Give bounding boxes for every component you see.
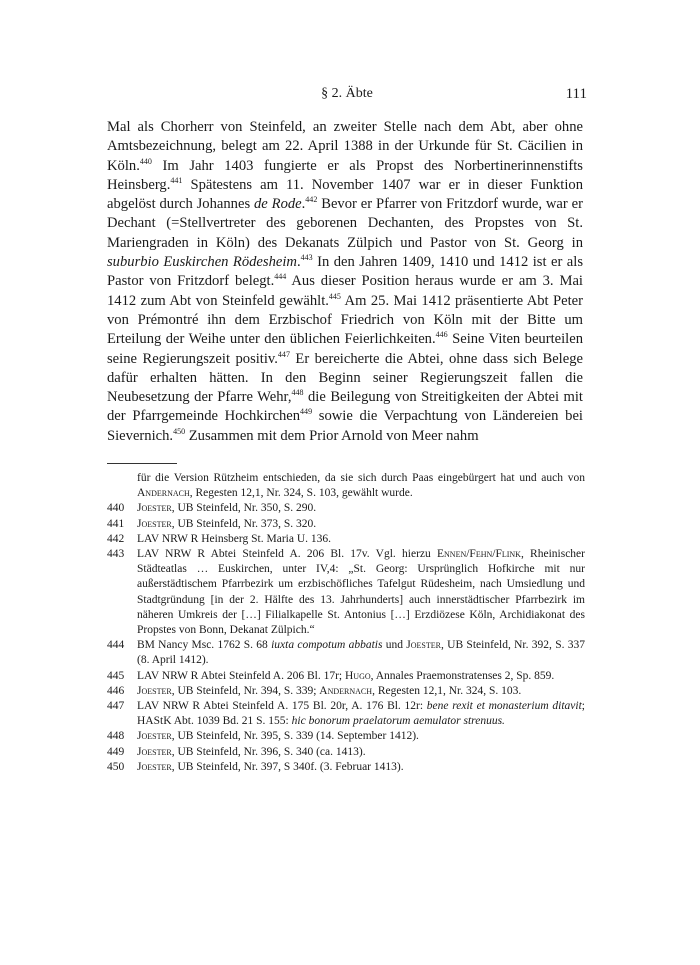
italic-place: suburbio Euskirchen Rödesheim [107, 254, 297, 271]
body-text-segment: Mal als Chorherr von Steinfeld, an zweiter Stelle nach dem Abt, aber ohne Amtsbezeichnung, belegt am 22. April 1388 in der Urkunde für St. Cäcilien in Köln. [107, 119, 583, 174]
footnote-text: , UB Steinfeld, Nr. 350, S. 290. [171, 502, 317, 515]
running-header [107, 86, 587, 106]
footnote-441 [107, 517, 585, 532]
footnote-number: 448 [107, 730, 125, 743]
author-name: Joester [137, 745, 172, 758]
body-text-segment: . [296, 254, 301, 271]
footnote-body [137, 684, 585, 699]
footnote-448 [107, 729, 585, 744]
body-text-segment: sowie die Verpachtung von Ländereien bei Sievernich. [107, 408, 583, 444]
author-name: Andernach [137, 487, 190, 500]
footnote-ref[interactable]: 442 [305, 195, 318, 205]
footnote-text: , UB Steinfeld, Nr. 373, S. 320. [171, 517, 317, 530]
footnotes-section [107, 471, 585, 775]
footnote-text: für die Version Rützheim entschieden, da sie sich durch Paas eingebürgert hat und auch von [137, 472, 585, 484]
author-name: Joester [137, 502, 172, 515]
footnote-ref[interactable]: 446 [435, 330, 448, 340]
footnote-text: , UB Steinfeld, Nr. 395, S. 339 (14. September 1412). [171, 730, 419, 743]
footnote-445 [107, 669, 585, 684]
author-name: Andernach [319, 684, 373, 697]
footnote-ref[interactable]: 450 [173, 426, 186, 436]
footnote-text: , UB Steinfeld, Nr. 394, S. 339; [171, 684, 320, 697]
body-text-segment: . [301, 196, 306, 213]
footnote-442 [107, 532, 585, 547]
footnote-text: ; HAStK Abt. 1039 Bd. 21 S. 155: [137, 700, 585, 728]
footnote-body [137, 517, 585, 532]
footnote-440 [107, 501, 585, 516]
footnote-continuation [107, 471, 585, 501]
author-name: Joester [137, 517, 172, 530]
body-text-segment: Aus dieser Position heraus wurde er am 3. Mai 1412 zum Abt von Steinfeld gewählt. [107, 273, 583, 309]
main-paragraph [107, 118, 583, 446]
footnote-text: BM Nancy Msc. 1762 S. 68 [137, 639, 272, 652]
footnote-number: 445 [107, 669, 125, 682]
footnote-text: , UB Steinfeld, Nr. 396, S. 340 (ca. 1413). [171, 745, 366, 758]
latin-quote: bene rexit et monasterium ditavit [426, 700, 582, 713]
body-text-segment: die Beilegung von Streitigkeiten der Abtei mit der Pfarrgemeinde Hochkirchen [107, 389, 583, 425]
latin-quote: hic bonorum praelatorum aemulator strenuus. [291, 715, 505, 728]
footnote-ref[interactable]: 441 [170, 176, 183, 186]
italic-name: de Rode [254, 196, 302, 213]
footnote-449 [107, 745, 585, 760]
footnote-body [137, 729, 585, 744]
footnote-443 [107, 547, 585, 638]
footnote-ref[interactable]: 443 [300, 253, 313, 263]
footnote-444 [107, 638, 585, 668]
footnote-number: 440 [107, 502, 125, 515]
footnote-text: , UB Steinfeld, Nr. 397, S 340f. (3. Februar 1413). [171, 760, 404, 773]
author-name: Joester [137, 760, 172, 773]
footnote-number: 449 [107, 745, 125, 758]
section-title: § 2. Äbte [321, 86, 373, 101]
body-text-segment: Im Jahr 1403 fungierte er als Propst des Norbertinerinnenstifts Heinsberg. [107, 157, 583, 193]
footnote-number: 444 [107, 639, 125, 652]
footnote-text: LAV NRW R Abtei Steinfeld A. 206 Bl. 17r; [137, 669, 345, 682]
footnote-body [137, 745, 585, 760]
body-text-segment: Bevor er Pfarrer von Fritzdorf wurde, war er Dechant (=Stellvertreter des geborenen Dechanten, des Propstes von St. Mariengraden in Köln) des Dekanats Zülpich und Pastor von St. Georg in [107, 196, 583, 251]
footnote-ref[interactable]: 444 [274, 272, 287, 282]
footnote-446 [107, 684, 585, 699]
footnote-text: LAV NRW R Abtei Steinfeld A. 175 Bl. 20r, A. 176 Bl. 12r: [137, 700, 427, 713]
footnote-number: 446 [107, 684, 125, 697]
footnote-ref[interactable]: 448 [291, 388, 304, 398]
footnote-text: , Regesten 12,1, Nr. 324, S. 103. [372, 684, 522, 697]
footnote-text: , Annales Praemonstratenses 2, Sp. 859. [370, 669, 555, 682]
body-text-segment: Er bereicherte die Abtei, ohne dass sich Belege dafür erhalten hätten. In den Beginn seiner Regierungszeit fallen die Neubesetzung der Pfarre Wehr, [107, 350, 583, 406]
footnote-body [137, 501, 585, 516]
footnote-body [137, 669, 585, 684]
footnote-ref[interactable]: 447 [277, 349, 290, 359]
author-name: Joester [137, 730, 172, 743]
footnote-separator [107, 463, 177, 464]
footnote-body [137, 547, 585, 638]
footnote-450 [107, 760, 585, 775]
body-text-segment: In den Jahren 1409, 1410 und 1412 ist er als Pastor von Fritzdorf belegt. [107, 254, 583, 290]
footnote-text: , Regesten 12,1, Nr. 324, S. 103, gewählt wurde. [189, 487, 413, 500]
footnote-body [137, 760, 585, 775]
footnote-ref[interactable]: 445 [328, 291, 341, 301]
footnote-text: und [382, 639, 407, 652]
footnote-ref[interactable]: 440 [139, 156, 152, 166]
footnote-text: LAV NRW R Abtei Steinfeld A. 206 Bl. 17v. Vgl. hierzu [137, 548, 437, 561]
footnote-number: 441 [107, 517, 125, 530]
footnote-text: , UB Steinfeld, Nr. 392, S. 337 (8. April 1412). [137, 639, 585, 667]
footnote-number: 450 [107, 760, 125, 773]
footnote-number: 443 [107, 548, 125, 561]
author-name: Hugo [344, 669, 371, 682]
footnote-text: , Rheinischer Städteatlas … Euskirchen, unter IV,4: „St. Georg: Ursprünglich Hofkirche mit nur außerstädtischem Pfarrbezirk um erzbischöfliches Tafelgut Rüdesheim, nach Umsiedlung und Stadtgründung [in der 2. Hälfte des 13. Jahrhunderts] auch innerstädtischer Pfarrbezirk im näheren Umkreis der […] Filialkapelle St. Antonius […] Erzdiözese Köln, Archidiakonat des Propstes von Bonn, Dekanat Zülpich.“ [137, 548, 585, 637]
body-text-segment: Seine Viten beurteilen seine Regierungszeit positiv. [107, 331, 584, 367]
footnote-body [137, 638, 585, 668]
page-number: 111 [565, 86, 587, 102]
footnote-number: 447 [107, 700, 125, 713]
footnote-ref[interactable]: 449 [300, 407, 313, 417]
author-name: Joester [137, 684, 172, 697]
author-name: Joester [406, 639, 441, 652]
body-text-segment: Spätestens am 11. November 1407 war er in dieser Funktion abgelöst durch Johannes [107, 176, 583, 213]
footnote-number: 442 [107, 532, 125, 545]
body-text-segment: Zusammen mit dem Prior Arnold von Meer nahm [185, 427, 479, 444]
latin-quote: iuxta compotum abbatis [271, 639, 383, 652]
body-text-segment: Am 25. Mai 1412 präsentierte Abt Peter von Prémontré ihn dem Erzbischof Friedrich von Köln mit der Bitte um Erteilung der Weihe unter den üblichen Feierlichkeiten. [107, 292, 583, 348]
author-name: Ennen/Fehn/Flink [436, 548, 521, 561]
footnote-body [137, 699, 585, 729]
footnote-body: LAV NRW R Heinsberg St. Maria U. 136. [137, 532, 332, 545]
footnote-447 [107, 699, 585, 729]
